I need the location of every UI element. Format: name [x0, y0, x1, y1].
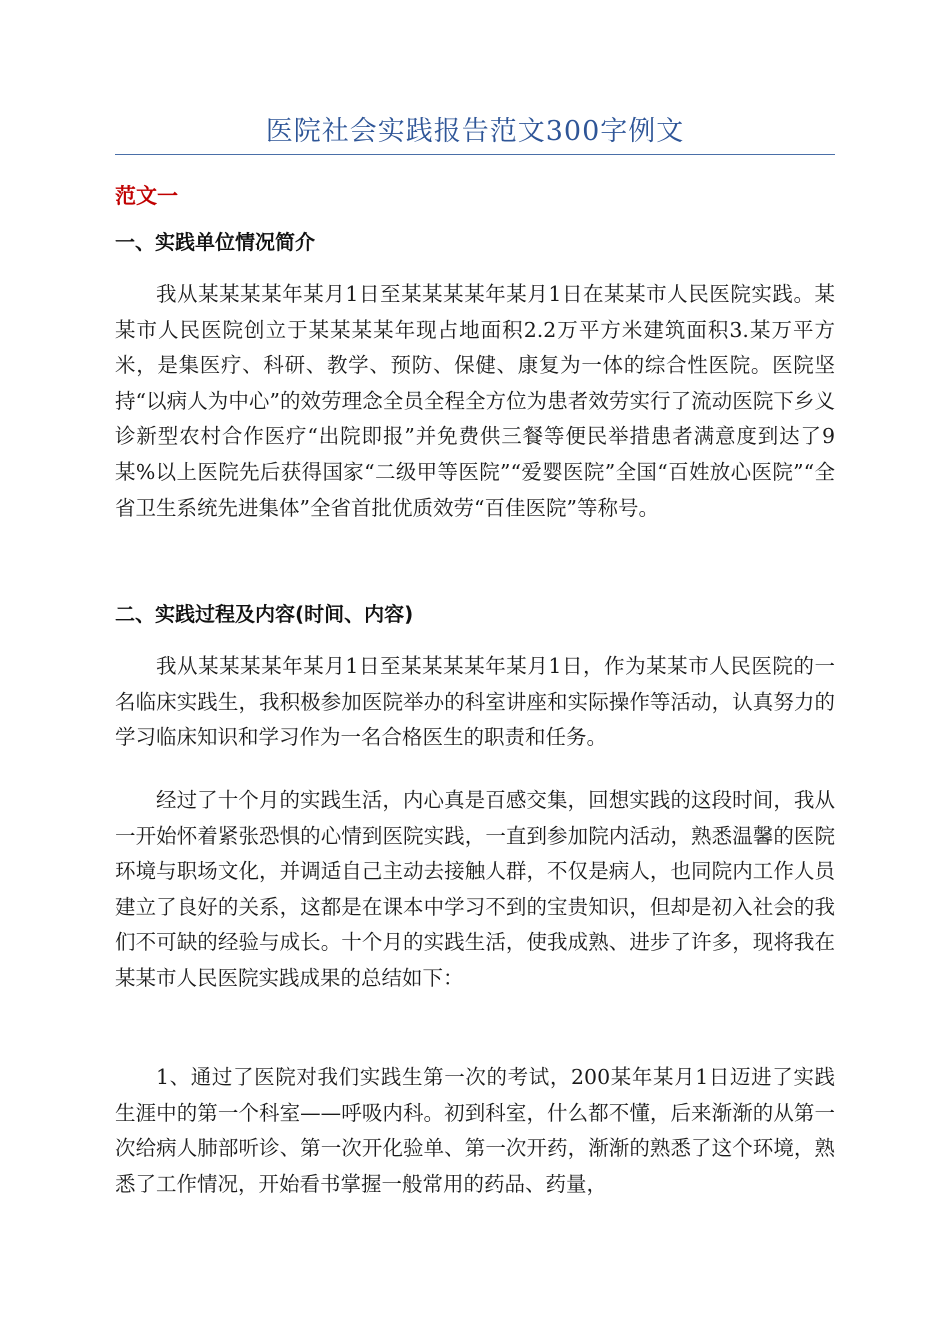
document-title: 医院社会实践报告范文300字例文 [265, 116, 685, 147]
section-2-paragraph-3: 1、通过了医院对我们实践生第一次的考试，200某年某月1日迈进了实践生涯中的第一个科室——呼吸内科。初到科室，什么都不懂，后来渐渐的从第一次给病人肺部听诊、第一次开化验单、第一次开药，渐渐的熟悉了这个环境，熟悉了工作情况，开始看书掌握一般常用的药品、药量， [115, 1065, 835, 1196]
sample-label: 范文一 [115, 184, 178, 208]
section-1-paragraph-1: 我从某某某某年某月1日至某某某某年某月1日在某某市人民医院实践。某某市人民医院创立于某某某某年现占地面积2.2万平方米建筑面积3.某万平方米，是集医疗、科研、教学、预防、保健、康复为一体的综合性医院。医院坚持“以病人为中心”的效劳理念全员全程全方位为患者效劳实行了流动医院下乡义诊新型农村合作医疗“出院即报”并免费供三餐等便民举措患者满意度到达了9某%以上医院先后获得国家“二级甲等医院”“爱婴医院”全国“百姓放心医院”“全省卫生系统先进集体”全省首批优质效劳“百佳医院”等称号。 [115, 282, 835, 520]
title-underline [115, 154, 835, 155]
section-heading-2: 二、实践过程及内容(时间、内容) [115, 602, 414, 626]
section-2-paragraph-2: 经过了十个月的实践生活，内心真是百感交集，回想实践的这段时间，我从一开始怀着紧张恐惧的心情到医院实践，一直到参加院内活动，熟悉温馨的医院环境与职场文化，并调适自己主动去接触人群，不仅是病人，也同院内工作人员建立了良好的关系，这都是在课本中学习不到的宝贵知识，但却是初入社会的我们不可缺的经验与成长。十个月的实践生活，使我成熟、进步了许多，现将我在某某市人民医院实践成果的总结如下： [115, 788, 835, 990]
section-2-paragraph-1: 我从某某某某年某月1日至某某某某年某月1日，作为某某市人民医院的一名临床实践生，我积极参加医院举办的科室讲座和实际操作等活动，认真努力的学习临床知识和学习作为一名合格医生的职责和任务。 [115, 654, 835, 750]
section-heading-1: 一、实践单位情况简介 [115, 230, 315, 254]
